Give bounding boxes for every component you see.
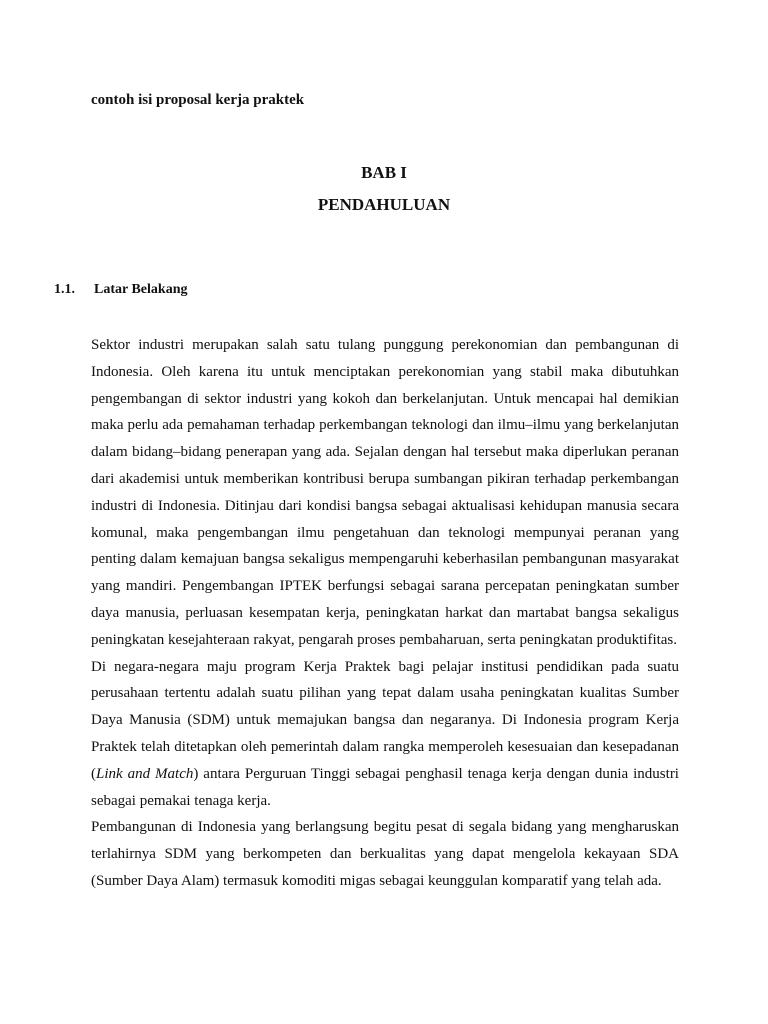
link-and-match-term: Link and Match (96, 765, 194, 782)
paragraph-2-end: ) antara Perguruan Tinggi sebagai penghasil tenaga kerja dengan dunia industri sebagai pemakai tenaga kerja. (91, 765, 679, 809)
chapter-title: PENDAHULUAN (317, 195, 451, 214)
document-top-title: contoh isi proposal kerja praktek (91, 92, 305, 108)
body-text (91, 332, 679, 895)
section-heading (54, 282, 187, 298)
section-number: 1.1. (54, 282, 75, 297)
paragraph-1: Sektor industri merupakan salah satu tulang punggung perekonomian dan pembangunan di Indonesia. Oleh karena itu untuk menciptakan perekonomian yang stabil maka dibutuhkan pengembangan di sektor industri yang kokoh dan berkelanjutan. Untuk mencapai hal demikian maka perlu ada pemahaman terhadap perkembangan teknologi dan ilmu–ilmu yang berkelanjutan dalam bidang–bidang penerapan yang ada. Sejalan dengan hal tersebut maka diperlukan peranan dari akademisi untuk memberikan kontribusi berupa sumbangan pikiran terhadap perkembangan industri di Indonesia. Ditinjau dari kondisi bangsa sebagai aktualisasi kehidupan manusia secara komunal, maka pengembangan ilmu pengetahuan dan teknologi mempunyai peranan yang penting dalam kemajuan bangsa sekaligus mempengaruhi keberhasilan pembangunan masyarakat yang mandiri. Pengembangan IPTEK berfungsi sebagai sarana percepatan peningkatan sumber daya manusia, perluasan kesempatan kerja, peningkatan harkat dan martabat bangsa sekaligus peningkatan kesejahteraan rakyat, pengarah proses pembaharuan, serta peningkatan produktifitas. (91, 337, 679, 648)
paragraph-2-start: Di negara-negara maju program Kerja Praktek bagi pelajar institusi pendidikan pada suatu perusahaan tertentu adalah suatu pilihan yang tepat dalam usaha peningkatan kualitas Sumber Daya Manusia (SDM) untuk memajukan bangsa dan negaranya. Di Indonesia program Kerja Praktek telah ditetapkan oleh pemerintah dalam rangka memperoleh kesesuaian dan kesepadanan ( (91, 658, 679, 782)
paragraph-2 (91, 654, 679, 815)
chapter-number: BAB I (361, 163, 407, 182)
paragraph-3: Pembangunan di Indonesia yang berlangsung begitu pesat di segala bidang yang mengharuskan terlahirnya SDM yang berkompeten dan berkualitas yang dapat mengelola kekayaan SDA (Sumber Daya Alam) termasuk komoditi migas sebagai keunggulan komparatif yang telah ada. (91, 819, 679, 889)
section-title: Latar Belakang (94, 282, 188, 297)
